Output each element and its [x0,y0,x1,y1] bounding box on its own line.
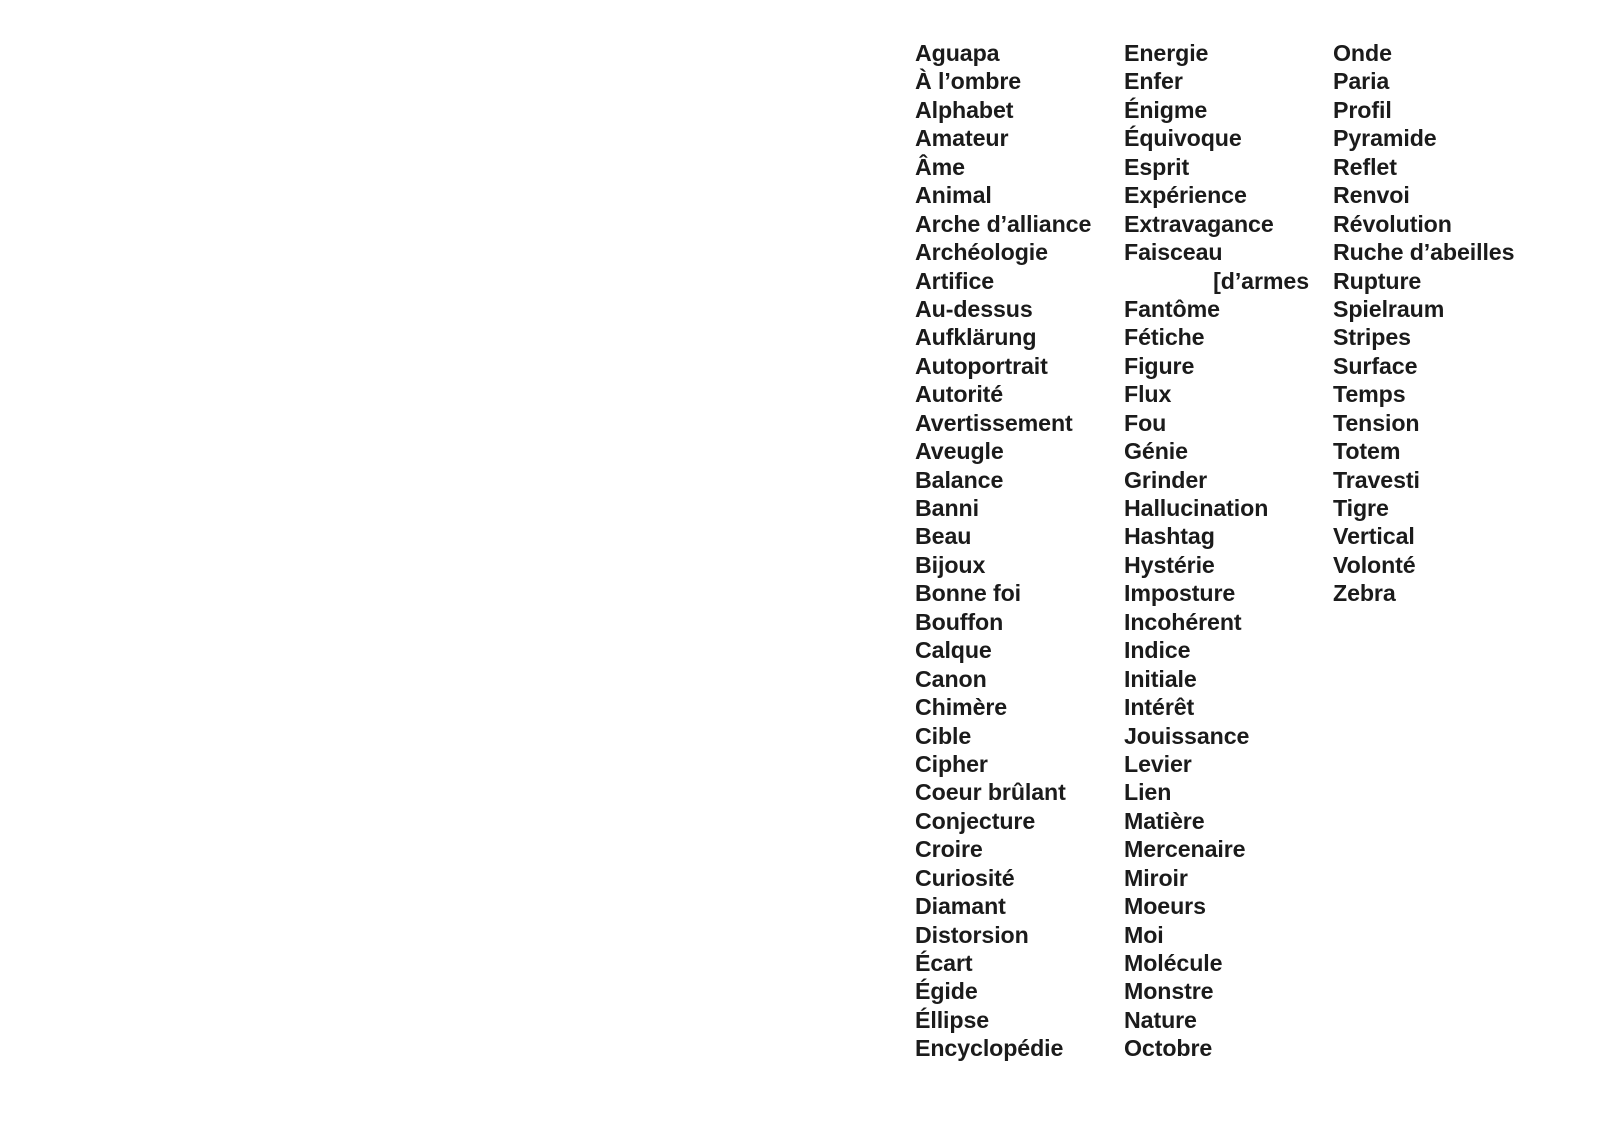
index-entry-continuation: [d’armes [1213,267,1309,294]
index-entry: Diamant [915,893,1006,920]
index-entry: Esprit [1124,153,1190,180]
index-entry: Beau [915,523,972,550]
index-entry: Moeurs [1124,893,1206,920]
index-entry: Ruche d’abeilles [1333,239,1515,266]
index-entry: Cipher [915,750,988,777]
index-entry: Matière [1124,807,1205,834]
index-entry: Distorsion [915,921,1029,948]
index-entry: Bonne foi [915,580,1022,607]
index-entry: Hystérie [1124,551,1215,578]
index-entry: Totem [1333,438,1401,465]
index-entry: À l’ombre [915,68,1022,95]
index-entry: Jouissance [1124,722,1250,749]
index-entry: Fétiche [1124,324,1205,351]
index-entry: Indice [1124,637,1191,664]
index-entry: Au-dessus [915,295,1033,322]
index-entry: Fou [1124,409,1167,436]
index-column-2 [1124,39,1333,1063]
index-entry: Fantôme [1124,295,1220,322]
index-entry: Cible [915,722,972,749]
index-entry: Canon [915,665,987,692]
index-entry: Reflet [1333,153,1397,180]
index-entry: Tension [1333,409,1420,436]
index-entry: Archéologie [915,239,1048,266]
index-entry: Bouffon [915,608,1004,635]
index-entry: Lien [1124,779,1172,806]
index-entry: Extravagance [1124,210,1274,237]
index-entry: Mercenaire [1124,836,1246,863]
index-entry: Onde [1333,40,1392,66]
index-entry: Autorité [915,381,1004,408]
index-entry: Energie [1124,40,1209,66]
index-entry: Molécule [1124,950,1223,976]
index-entry: Tigre [1333,495,1389,521]
index-entry: Surface [1333,352,1418,379]
index-entry: Autoportrait [915,352,1048,379]
index-entry: Imposture [1124,580,1236,607]
index-entry: Amateur [915,125,1009,152]
word-index [915,39,1573,1063]
index-entry: Intérêt [1124,694,1195,721]
index-column-1 [915,39,1124,1063]
index-entry: Initiale [1124,665,1197,692]
index-entry: Zebra [1333,580,1396,607]
index-entry: Encyclopédie [915,1035,1064,1062]
index-entry: Pyramide [1333,125,1437,152]
index-entry: Banni [915,495,979,521]
index-entry: Équivoque [1124,125,1242,152]
index-entry: Figure [1124,352,1195,379]
index-entry: Travesti [1333,466,1420,493]
index-entry: Monstre [1124,978,1214,1005]
index-entry: Écart [915,950,973,976]
index-entry: Temps [1333,381,1406,408]
index-entry: Balance [915,466,1004,493]
index-entry: Spielraum [1333,295,1445,322]
index-entry: Octobre [1124,1035,1213,1062]
index-entry: Avertissement [915,409,1073,436]
index-entry: Génie [1124,438,1188,465]
index-entry: Aveugle [915,438,1004,465]
index-entry: Conjecture [915,807,1036,834]
index-entry: Grinder [1124,466,1208,493]
index-entry: Renvoi [1333,182,1410,209]
index-entry: Révolution [1333,210,1452,237]
index-entry: Incohérent [1124,608,1242,635]
index-entry: Profil [1333,96,1392,123]
index-entry: Énigme [1124,96,1208,123]
index-entry: Hallucination [1124,495,1269,521]
index-entry: Nature [1124,1006,1197,1033]
index-entry: Vertical [1333,523,1415,550]
index-entry: Levier [1124,750,1192,777]
index-entry: Aufklärung [915,324,1037,351]
index-entry: Expérience [1124,182,1247,209]
index-entry: Calque [915,637,992,664]
index-entry: Animal [915,182,992,209]
index-column-3 [1333,39,1573,1063]
index-entry: Curiosité [915,864,1015,891]
index-entry: Artifice [915,267,995,294]
index-entry: Arche d’alliance [915,210,1092,237]
index-entry: Volonté [1333,551,1416,578]
index-entry: Rupture [1333,267,1422,294]
index-entry: Stripes [1333,324,1411,351]
index-entry: Croire [915,836,983,863]
index-entry: Faisceau [1124,239,1223,266]
index-entry: Flux [1124,381,1172,408]
index-entry: Égide [915,978,978,1005]
index-entry: Alphabet [915,96,1014,123]
index-entry: Bijoux [915,551,986,578]
index-entry: Miroir [1124,864,1188,891]
index-entry: Éllipse [915,1006,990,1033]
index-entry: Aguapa [915,40,1000,66]
index-entry: Moi [1124,921,1164,948]
index-entry: Paria [1333,68,1390,95]
index-entry: Âme [915,153,965,180]
index-entry: Chimère [915,694,1008,721]
index-entry: Hashtag [1124,523,1215,550]
index-entry: Enfer [1124,68,1183,95]
index-entry: Coeur brûlant [915,779,1066,806]
